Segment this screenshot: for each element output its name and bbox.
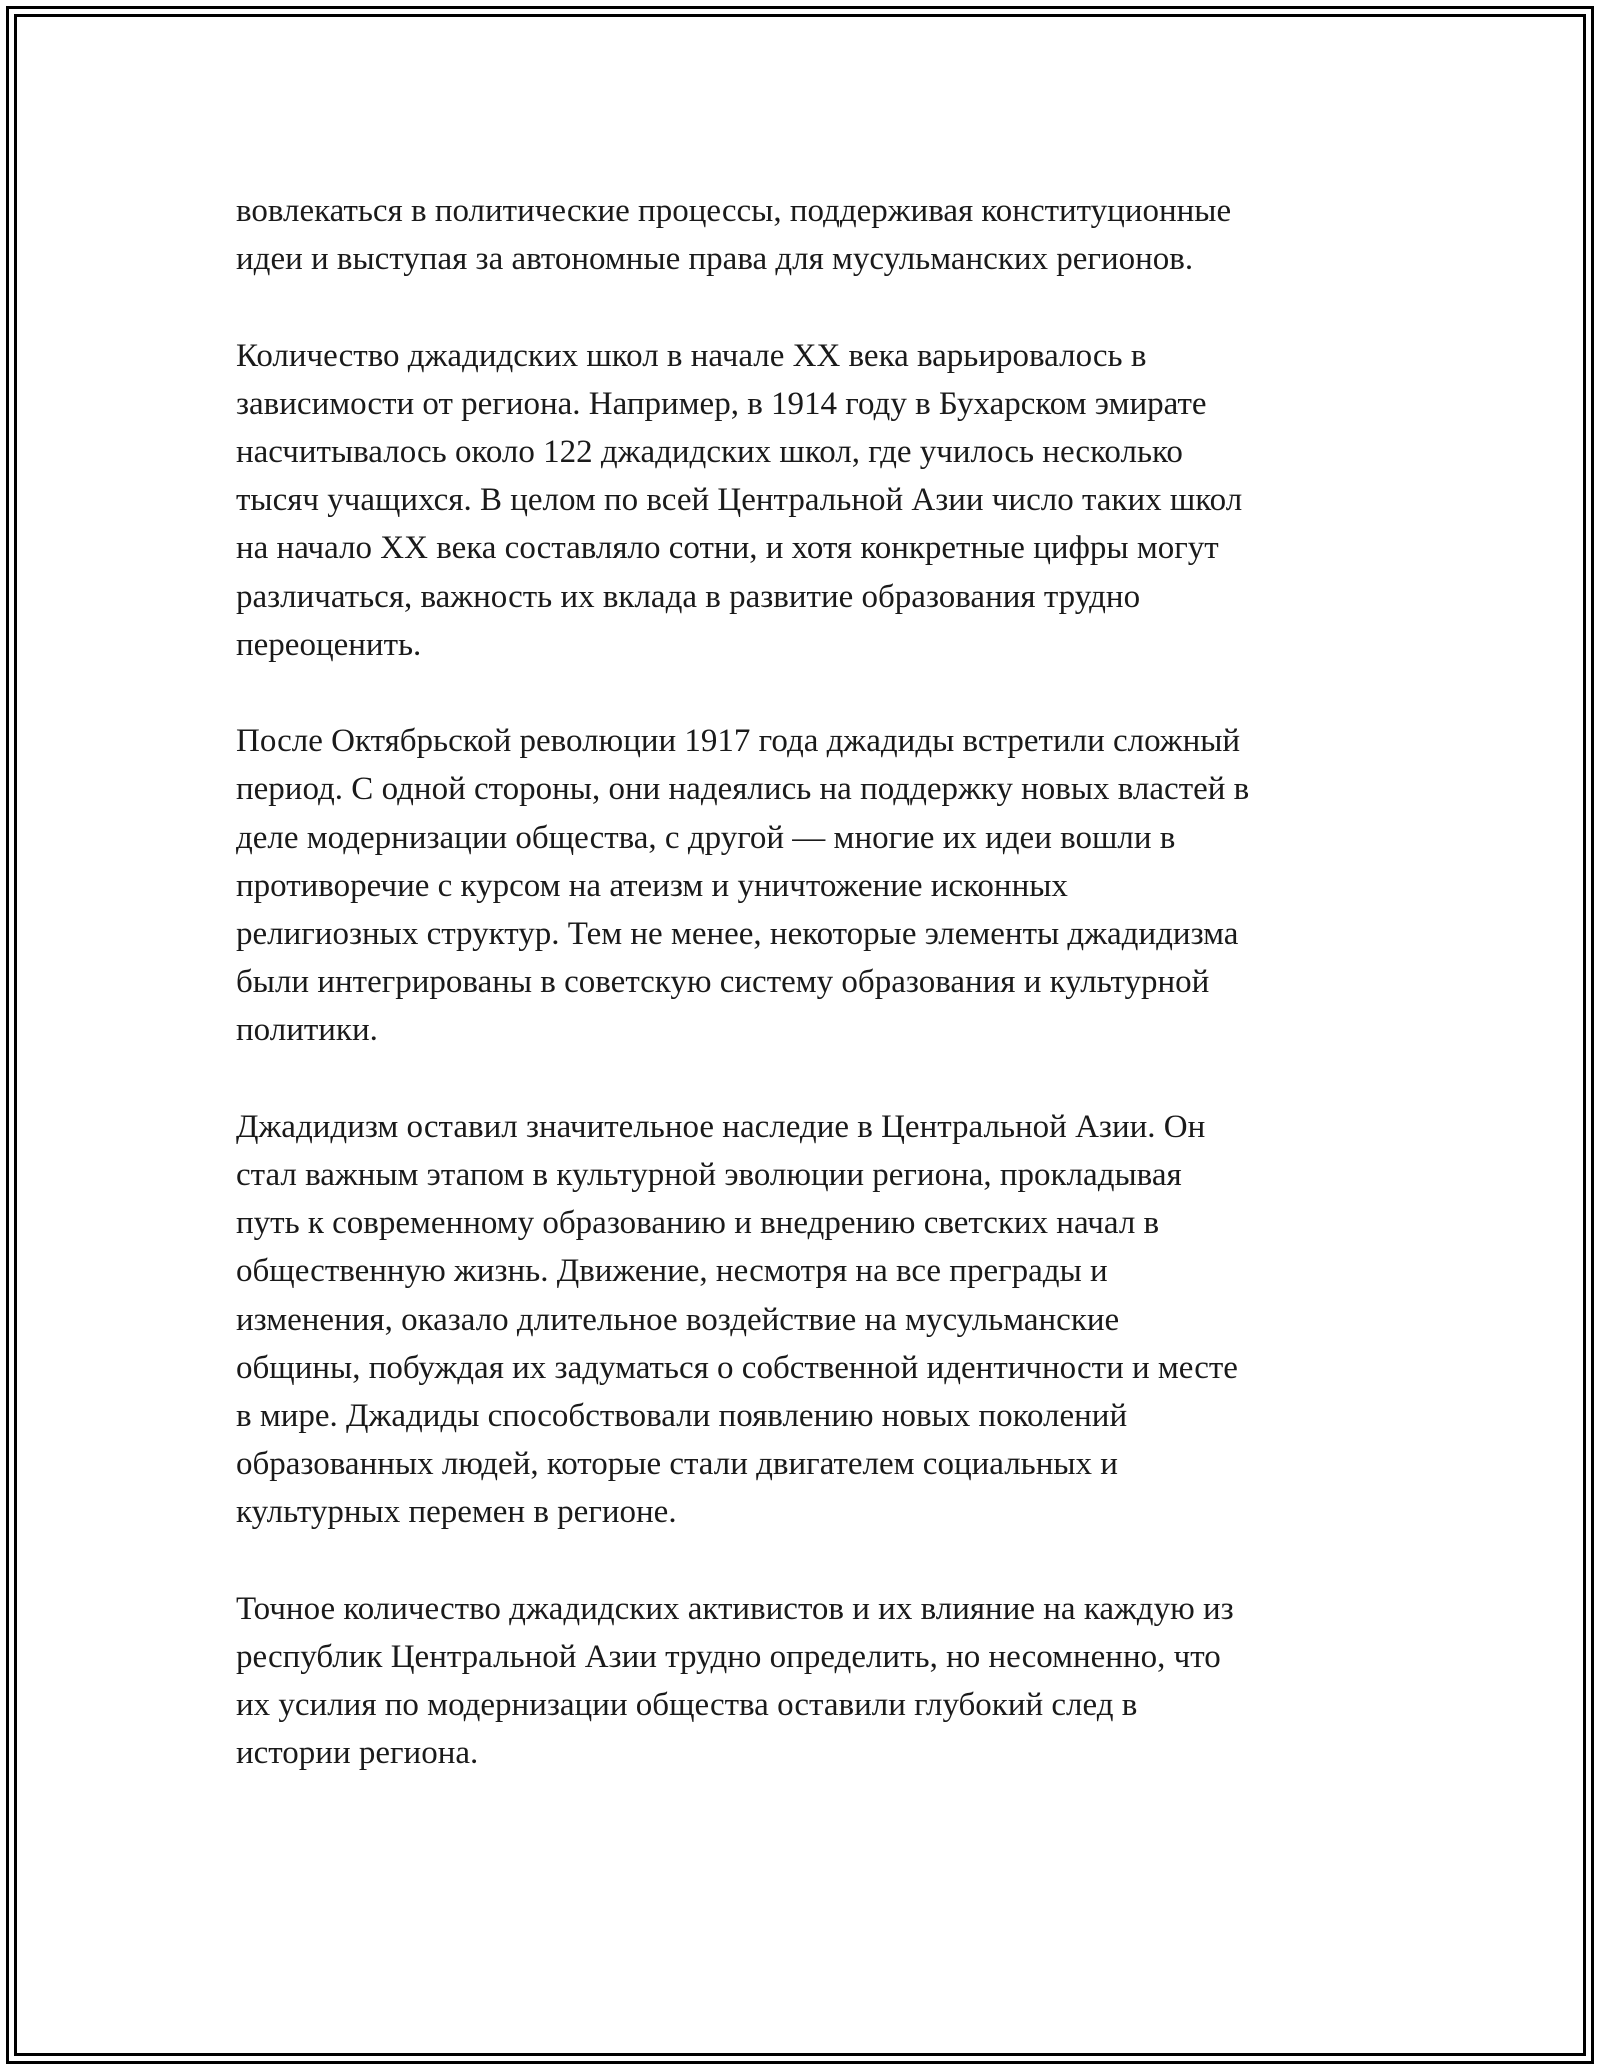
text-line: политики.	[236, 1012, 378, 1049]
text-line: переоценить.	[236, 626, 422, 663]
text-line: стал важным этапом в культурной эволюции региона, прокладывая	[236, 1157, 1182, 1194]
text-line: их усилия по модернизации общества оставили глубокий след в	[236, 1687, 1138, 1724]
text-line: путь к современному образованию и внедрению светских начал в	[236, 1205, 1160, 1242]
paragraph	[236, 1103, 1386, 1537]
text-line: на начало XX века составляло сотни, и хотя конкретные цифры могут	[236, 530, 1219, 567]
text-line: изменения, оказало длительное воздействие на мусульманские	[236, 1301, 1120, 1338]
text-line: общины, побуждая их задуматься о собственной идентичности и месте	[236, 1349, 1238, 1386]
text-line: После Октябрьской революции 1917 года джадиды встретили сложный	[236, 723, 1241, 760]
text-line: Количество джадидских школ в начале XX века варьировалось в	[236, 337, 1147, 374]
text-line: истории региона.	[236, 1735, 479, 1772]
text-line: период. С одной стороны, они надеялись на поддержку новых властей в	[236, 771, 1250, 808]
text-line: противоречие с курсом на атеизм и уничтожение исконных	[236, 867, 1068, 904]
text-line: тысяч учащихся. В целом по всей Центральной Азии число таких школ	[236, 482, 1243, 519]
paragraph	[236, 1585, 1386, 1778]
paragraph	[236, 332, 1386, 669]
text-line: были интегрированы в советскую систему образования и культурной	[236, 964, 1210, 1001]
paragraph	[236, 187, 1386, 283]
text-line: республик Центральной Азии трудно определить, но несомненно, что	[236, 1639, 1221, 1676]
paragraph	[236, 717, 1386, 1054]
text-line: насчитывалось около 122 джадидских школ, где училось несколько	[236, 434, 1183, 470]
text-line: в мире. Джадиды способствовали появлению новых поколений	[236, 1398, 1128, 1435]
text-line: общественную жизнь. Движение, несмотря на все преграды и	[236, 1253, 1108, 1290]
text-line: религиозных структур. Тем не менее, некоторые элементы джадидизма	[236, 916, 1239, 953]
text-line: зависимости от региона. Например, в 1914 году в Бухарском эмирате	[236, 385, 1207, 422]
text-line: вовлекаться в политические процессы, поддерживая конституционные	[236, 193, 1232, 229]
text-line: Джадидизм оставил значительное наследие в Центральной Азии. Он	[236, 1108, 1206, 1145]
text-line: культурных перемен в регионе.	[236, 1494, 677, 1531]
text-line: идеи и выступая за автономные права для мусульманских регионов.	[236, 241, 1194, 278]
text-line: Точное количество джадидских активистов и их влияние на каждую из	[236, 1590, 1234, 1627]
text-line: деле модернизации общества, с другой — многие их идеи вошли в	[236, 819, 1176, 856]
text-line: различаться, важность их вклада в развитие образования трудно	[236, 578, 1141, 615]
text-line: образованных людей, которые стали двигателем социальных и	[236, 1446, 1118, 1483]
document-body	[236, 187, 1386, 1826]
